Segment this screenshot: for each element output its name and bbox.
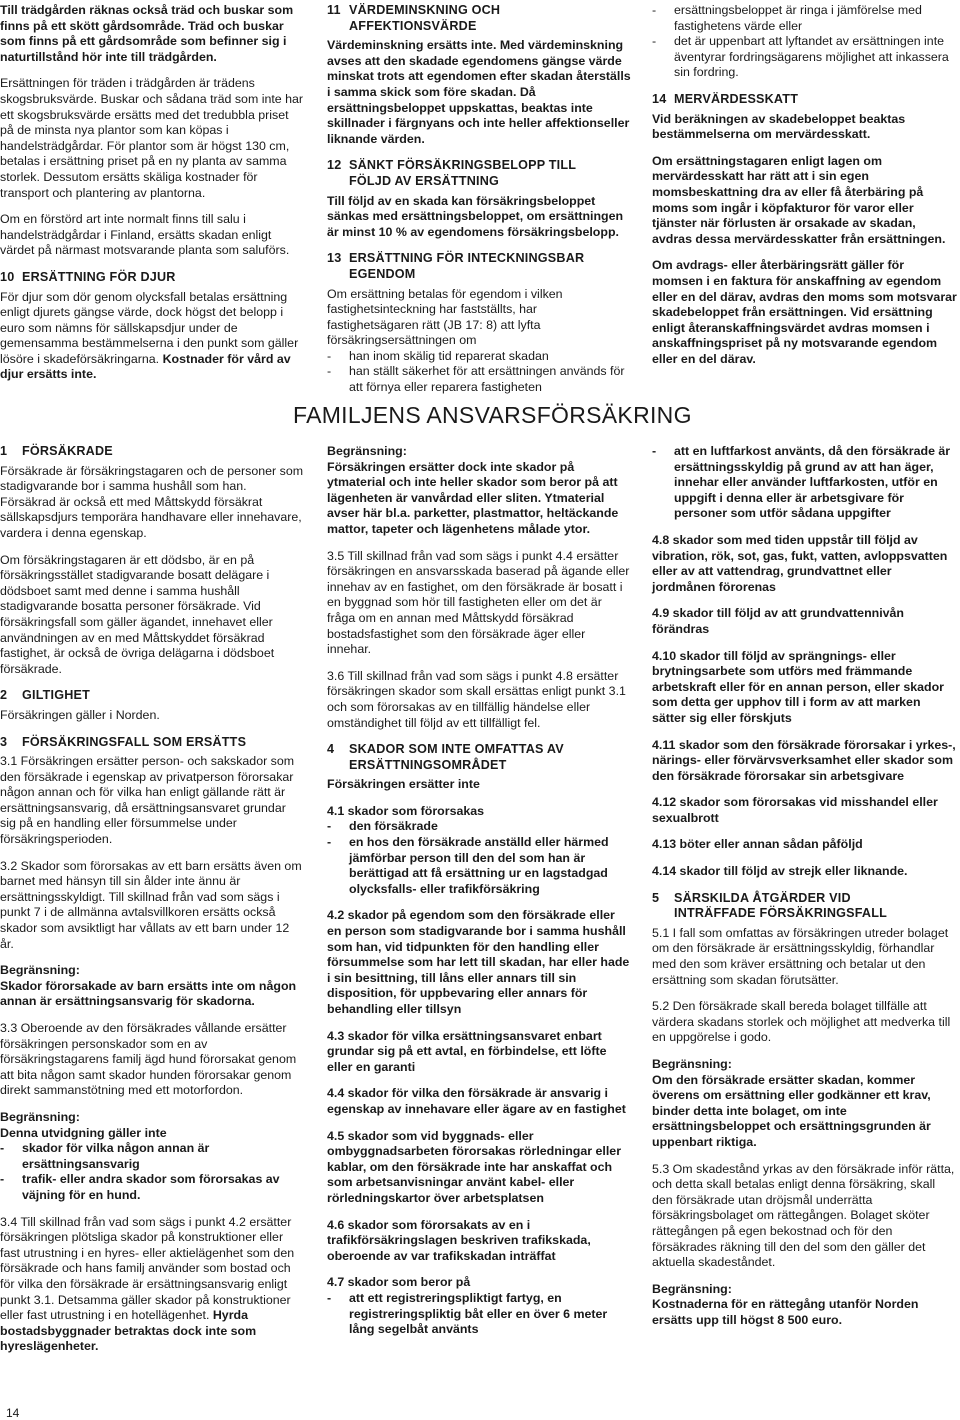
section-title-continued: ERSÄTTNINGSOMRÅDET [349, 757, 507, 772]
paragraph: 3.1 Försäkringen ersätter person- och sakskador som den försäkrade i egenskap av privatperson förorsakar någon annan och för vilka han enligt gällande rätt är ersättningsansvarig, då ersättningsansvaret grundar sig på en handling eller försummelse under försäkringsperioden. [0, 754, 295, 847]
top-column-1 [0, 3, 305, 394]
paragraph: Försäkringen ersätter inte [327, 777, 480, 792]
bottom-column-3 [652, 444, 957, 1340]
paragraph: 5.2 Den försäkrade skall bereda bolaget tillfälle att värdera skadans storlek och möjlighet att medverka till en uppgörelse i godo. [652, 999, 951, 1045]
paragraph: 3.5 Till skillnad från vad som sägs i punkt 4.4 ersätter försäkringen en ansvarsskada baserad på ägande eller innehav av en fastighet, om den försäkrade är bosatt i en byggnad som hör till fastigheten eller om det är fråga om en annan med Måttskydd försäkrad bostadsfastighet som den försäkrade äger eller innehar. [327, 548, 630, 657]
paragraph: Till trädgården räknas också träd och buskar som finns på ett skött gårdsområde. Träd och buskar som finns på ett gårdsområde som befinner sig i naturtillstånd hör inte till trädgården. [0, 3, 294, 64]
section-number: 10 [0, 269, 15, 284]
limitation-label: Begränsning: [0, 1109, 80, 1124]
exclusion-item: 4.13 böter eller annan sådan påföljd [652, 837, 863, 852]
section-title: GILTIGHET [22, 688, 91, 703]
section-main-title: FAMILJENS ANSVARSFÖRSÄKRING [293, 402, 692, 428]
section-number: 4 [327, 742, 335, 757]
exclusion-item: 4.5 skador som vid byggnads- eller ombyggnadsarbeten förorsakas rörledningar eller kablar, om den försäkrade inte har anskaffat och som arbetsanvisningar använt kabel- eller rörledningskartor över arbetsplatsen [327, 1128, 622, 1205]
limitation-block [0, 963, 305, 1010]
section-title: ERSÄTTNING FÖR DJUR [22, 269, 176, 284]
paragraph [0, 290, 305, 384]
paragraph: 5.1 I fall som omfattas av försäkringen utreder bolaget om den försäkrade är ersättningsskyldig, förhandlar med den som kräver ersättning och betalar ut den ersättning som skadan förutsätter. [652, 925, 949, 987]
limitation-text: Försäkringen ersätter dock inte skador på ytmaterial och inte heller skador som beror på att lägenheten är vanvårdad eller sliten. Ytmaterial avser här bl.a. parketter, plastmattor, heltäckande mattor, tapeter och lägenhetens målade ytor. [327, 459, 619, 536]
exclusion-item [327, 1275, 632, 1337]
dash-list [327, 349, 632, 396]
section-title: MERVÄRDESSKATT [674, 91, 799, 106]
exclusion-item: 4.6 skador som förorsakats av en i trafikförsäkringslagen beskriven trafikskada, oberoende av var trafikskadan inträffat [327, 1217, 591, 1263]
top-column-2 [327, 3, 632, 407]
section-heading [327, 742, 632, 773]
section-title: FÖRSÄKRINGSFALL SOM ERSÄTTS [22, 734, 247, 749]
list-item: - trafik- eller andra skador som förorsakas av väjning för en hund. [0, 1172, 305, 1203]
list-item: - han inom skälig tid reparerat skadan [327, 349, 632, 365]
section-heading [0, 735, 305, 751]
exclusion-item [327, 804, 632, 898]
exclusion-item: 4.3 skador för vilka ersättningsansvaret enbart grundar sig på ett avtal, en förbindelse, ett löfte eller en garanti [327, 1028, 607, 1074]
section-title: VÄRDEMINSKNING OCH [349, 3, 501, 17]
paragraph-bold-text: Kostnader för vård av djur ersätts inte. [0, 351, 291, 382]
page-number: 14 [6, 1406, 20, 1420]
limitation-text: Kostnaderna för en rättegång utanför Norden ersätts upp till högst 8 500 euro. [652, 1297, 919, 1327]
section-number: 13 [327, 251, 342, 266]
limitation-text: Om den försäkrade ersätter skadan, kommer överens om ersättning eller godkänner ett krav, binder detta inte bolaget, om inte ersättningsbeloppet och ersättningsgrunden är uppenbart riktiga. [652, 1072, 931, 1149]
exclusion-item: 4.8 skador som med tiden uppstår till följd av vibration, rök, sot, gas, fukt, vatten, avloppsvatten eller av att vattendrag, grundvattnet eller jordmånen förorenas [652, 532, 948, 594]
section-title: FÖRSÄKRADE [22, 444, 113, 458]
section-heading [0, 444, 305, 460]
section-number: 2 [0, 688, 8, 703]
paragraph-bold-text: Hyrda bostadsbyggnader betraktas dock inte som hyreslägenheter. [0, 1308, 257, 1354]
exclusion-item: 4.2 skador på egendom som den försäkrade eller en person som stadigvarande bor i samma hushåll som han, vid tidpunkten för den handling eller försummelse som har lett till skadan, har eller hade i sin besittning, till låns eller annars till sin disposition, för uppbevaring eller annars för behandling eller tillsyn [327, 908, 630, 1016]
section-title: SKADOR SOM INTE OMFATTAS AV [349, 742, 564, 757]
section-title-continued: EGENDOM [349, 266, 416, 281]
bottom-column-2 [327, 444, 632, 1349]
section-number: 12 [327, 158, 342, 173]
limitation-label: Begränsning: [0, 963, 80, 978]
paragraph-text: För djur som dör genom olycksfall betalas ersättning enligt djurets gängse värde, dock högst det belopp i euro som nämns för sällskapsdjur under de gemensamma bestämmelserna i den punkt som gäller lösöre i skadeförsäkringarna. [0, 289, 299, 366]
section-heading [327, 3, 632, 34]
list-item: - det är uppenbart att lyftandet av ersättningen inte äventyrar fordringsägarens möjlighet att inkassera sin fordring. [652, 34, 957, 81]
limitation-block [0, 1110, 305, 1204]
dash-list [327, 819, 632, 897]
section-number: 1 [0, 444, 8, 458]
section-title: SÄNKT FÖRSÄKRINGSBELOPP TILL [349, 158, 577, 173]
section-number: 11 [327, 3, 341, 17]
exclusion-text: 4.1 skador som förorsakas [327, 803, 485, 818]
paragraph: Ersättningen för träden i trädgården är trädens skogsbruksvärde. Buskar och sådana träd som inte har ett skogsbruksvärde ersätts med det tredubbla priset på de minsta nya plantor som kan köpas i handelsträdgårdar. För plantor som är högst 130 cm, betalas i ersättning priset på en ny planta av samma storlek. Dessutom ersätts skäliga kostnader för transport och plantering av plantorna. [0, 76, 304, 200]
limitation-text: Denna utvidgning gäller inte [0, 1125, 167, 1140]
section-heading [0, 270, 305, 286]
paragraph: Om ersättning betalas för egendom i vilken fastighetsinteckning har fastställts, har fastighetsägaren rätt (JB 17: 8) att lyfta försäkringsersättningen om [327, 286, 563, 348]
list-item: - att en luftfarkost använts, då den försäkrade är ersättningsskyldig på grund av att han äger, innehar eller använder luftfarkosten, utför en uppgift i denna eller är arbetsgivare för personer som utför sådana uppgifter [652, 444, 957, 522]
section-number: 3 [0, 734, 8, 749]
limitation-block [652, 1282, 957, 1329]
section-heading [652, 891, 957, 922]
section-title: SÄRSKILDA ÅTGÄRDER VID [674, 890, 851, 905]
section-heading [327, 251, 632, 282]
paragraph: 3.2 Skador som förorsakas av ett barn ersätts även om barnet med hänsyn till sin ålder inte ännu är ersättningsskyldigt. Till skillnad från vad som sägs i punkt 7 i de allmänna avtalsvillkoren ersätts också skador som avsiktligt har vållats av ett barn under 12 år. [0, 858, 302, 951]
list-item: - att ett registreringspliktigt fartyg, en registreringspliktig båt eller en över 6 meter lång segelbåt använts [327, 1291, 632, 1338]
limitation-label: Begränsning: [652, 1057, 732, 1071]
limitation-label: Begränsning: [652, 1281, 732, 1296]
list-item: - ersättningsbeloppet är ringa i jämförelse med fastighetens värde eller [652, 3, 957, 34]
paragraph: Värdeminskning ersätts inte. Med värdeminskning avses att den skadade egendomens gängse värde minskat trots att egendomen efter skadan återställs i samma skick som före skadan. Då ersättningsbeloppet uppskattas, beaktas inte skillnader i färgnyans och inte heller affektionseller liknande värden. [327, 38, 631, 146]
paragraph: 5.3 Om skadestånd yrkas av den försäkrade inför rätta, och detta skall betalas enligt denna försäkring, skall den försäkrade utan dröjsmål underrätta försäkringsbolaget om rättegången. Bolaget sköter rättegången på egen bekostnad och för den försäkrades räkning till den del som den gäller det aktuella skadeståndet. [652, 1161, 955, 1270]
dash-list [652, 3, 957, 81]
section-title-continued: FÖLJD AV ERSÄTTNING [349, 173, 500, 188]
exclusion-item: 4.4 skador för vilka den försäkrade är ansvarig i egenskap av innehavare eller ägare av en fastighet [327, 1086, 626, 1116]
section-title-continued: INTRÄFFADE FÖRSÄKRINGSFALL [674, 906, 887, 921]
paragraph: Om avdrags- eller återbäringsrätt gäller för momsen i en faktura för anskaffning av egendom eller en del därav, avdras den moms som motsvarar skadebeloppet från ersättningen. Vid ersättning enligt återanskaffningsvärdet avdras momsen i anskaffningspriset på ny motsvarande egendom eller en del därav. [652, 258, 957, 366]
list-item: - han ställt säkerhet för att ersättningen används för att förnya eller reparera fastigheten [327, 364, 632, 395]
exclusion-item: 4.14 skador till följd av strejk eller liknande. [652, 864, 908, 879]
paragraph: Vid beräkningen av skadebeloppet beaktas bestämmelserna om mervärdesskatt. [652, 111, 906, 142]
section-heading [0, 688, 305, 704]
list-item: - en hos den försäkrade anställd eller härmed jämförbar person till den del som han är berättigad att få ersättning ur en lagstadgad olycksfalls- eller trafikförsäkring [327, 835, 632, 897]
exclusion-item: 4.12 skador som förorsakas vid misshandel eller sexualbrott [652, 795, 938, 825]
limitation-label: Begränsning: [327, 444, 407, 458]
bottom-column-1 [0, 444, 305, 1366]
section-title-continued: AFFEKTIONSVÄRDE [349, 18, 477, 33]
section-number: 5 [652, 890, 660, 905]
paragraph: Försäkrade är försäkringstagaren och de personer som stadigvarande bor i samma hushåll som han. Försäkrad är också ett med Måttskydd försäkrat sällskapsdjurs temporära handhavare eller innehavare, vardera i denna egenskap. [0, 463, 304, 540]
list-item: - den försäkrade [327, 819, 632, 835]
exclusion-item: 4.9 skador till följd av att grundvattennivån förändras [652, 606, 904, 636]
paragraph: Om försäkringstagaren är ett dödsbo, är en på försäkringsstället stadigvarande bosatt delägare i dödsboet samt med denne i samma hushåll stadigvarande bosatta personer försäkrade. Vid försäkringsfall som gäller ägandet, innehavet eller användningen av en med Måttskyddet försäkrad fastighet, är också de övriga delägarna i dödsboet försäkrade. [0, 552, 275, 676]
top-column-3 [652, 3, 957, 378]
paragraph: Om ersättningstagaren enligt lagen om mervärdesskatt har rätt att i sin egen momsbeskattning dra av eller få återbäring på moms som ingår i köpfakturor för varor eller tjänster när förlusten är orsakade av skadan, avdras dessa mervärdesskatter från ersättningen. [652, 153, 946, 246]
list-item: - skador för vilka någon annan är ersättningsansvarig [0, 1141, 305, 1172]
dash-list [0, 1141, 305, 1203]
paragraph: Till följd av en skada kan försäkringsbeloppet sänkas med ersättningsbeloppet, om ersättningen är minst 10 % av egendomens försäkringsbelopp. [327, 193, 624, 239]
limitation-block [652, 1057, 957, 1151]
limitation-text: Skador förorsakade av barn ersätts inte om någon annan är ersättningsansvarig för skadorna. [0, 978, 297, 1009]
paragraph: 3.3 Oberoende av den försäkrades vållande ersätter försäkringen personskador som en av försäkringstagarens familj ägd hund förorsakat genom att bita någon samt skador hunden förorsakar genom direkt sammanstötning med ett motorfordon. [0, 1021, 297, 1098]
paragraph: 3.6 Till skillnad från vad som sägs i punkt 4.8 ersätter försäkringen skador som skall ersättas enligt punkt 3.1 och som förorsakas av en tillfällig händelse eller omständighet till följd av ett tillfälligt fel. [327, 668, 626, 730]
paragraph: Om en förstörd art inte normalt finns till salu i handelsträdgårdar i Finland, ersätts skadan enligt värdet på närmast motsvarande planta som saluförs. [0, 212, 290, 258]
section-number: 14 [652, 91, 667, 106]
section-title: ERSÄTTNING FÖR INTECKNINGSBAR [349, 251, 585, 266]
paragraph-text: 3.4 Till skillnad från vad som sägs i punkt 4.2 ersätter försäkringen plötsliga skador på konstruktioner eller fast utrustning i en hyres- eller aktielägenhet som den försäkrade och hans familj använder som bostad och för vilka den försäkrade är ersättningsansvarig enligt punkt 3.1. Detsamma gäller skador på konstruktioner eller fast utrustning i en hotellägenhet. [0, 1214, 295, 1323]
section-heading [327, 158, 632, 189]
dash-list [327, 1291, 632, 1338]
section-heading [652, 92, 957, 108]
paragraph: Försäkringen gäller i Norden. [0, 707, 160, 722]
exclusion-item: 4.10 skador till följd av sprängnings- eller brytningsarbete som utförs med främmande arbetskraft eller för en annan person, eller skador som detta ger upphov till i form av att marken sätter sig eller förskjuts [652, 648, 944, 725]
paragraph [0, 1215, 305, 1355]
limitation-block [327, 444, 632, 538]
exclusion-text: 4.7 skador som beror på [327, 1275, 471, 1290]
exclusion-item: 4.11 skador som den försäkrade förorsakar i yrkes-, närings- eller förvärvsverksamhet eller skador som den försäkrade förorsakar sin arbetsgivare [652, 737, 956, 783]
dash-list [652, 444, 957, 522]
